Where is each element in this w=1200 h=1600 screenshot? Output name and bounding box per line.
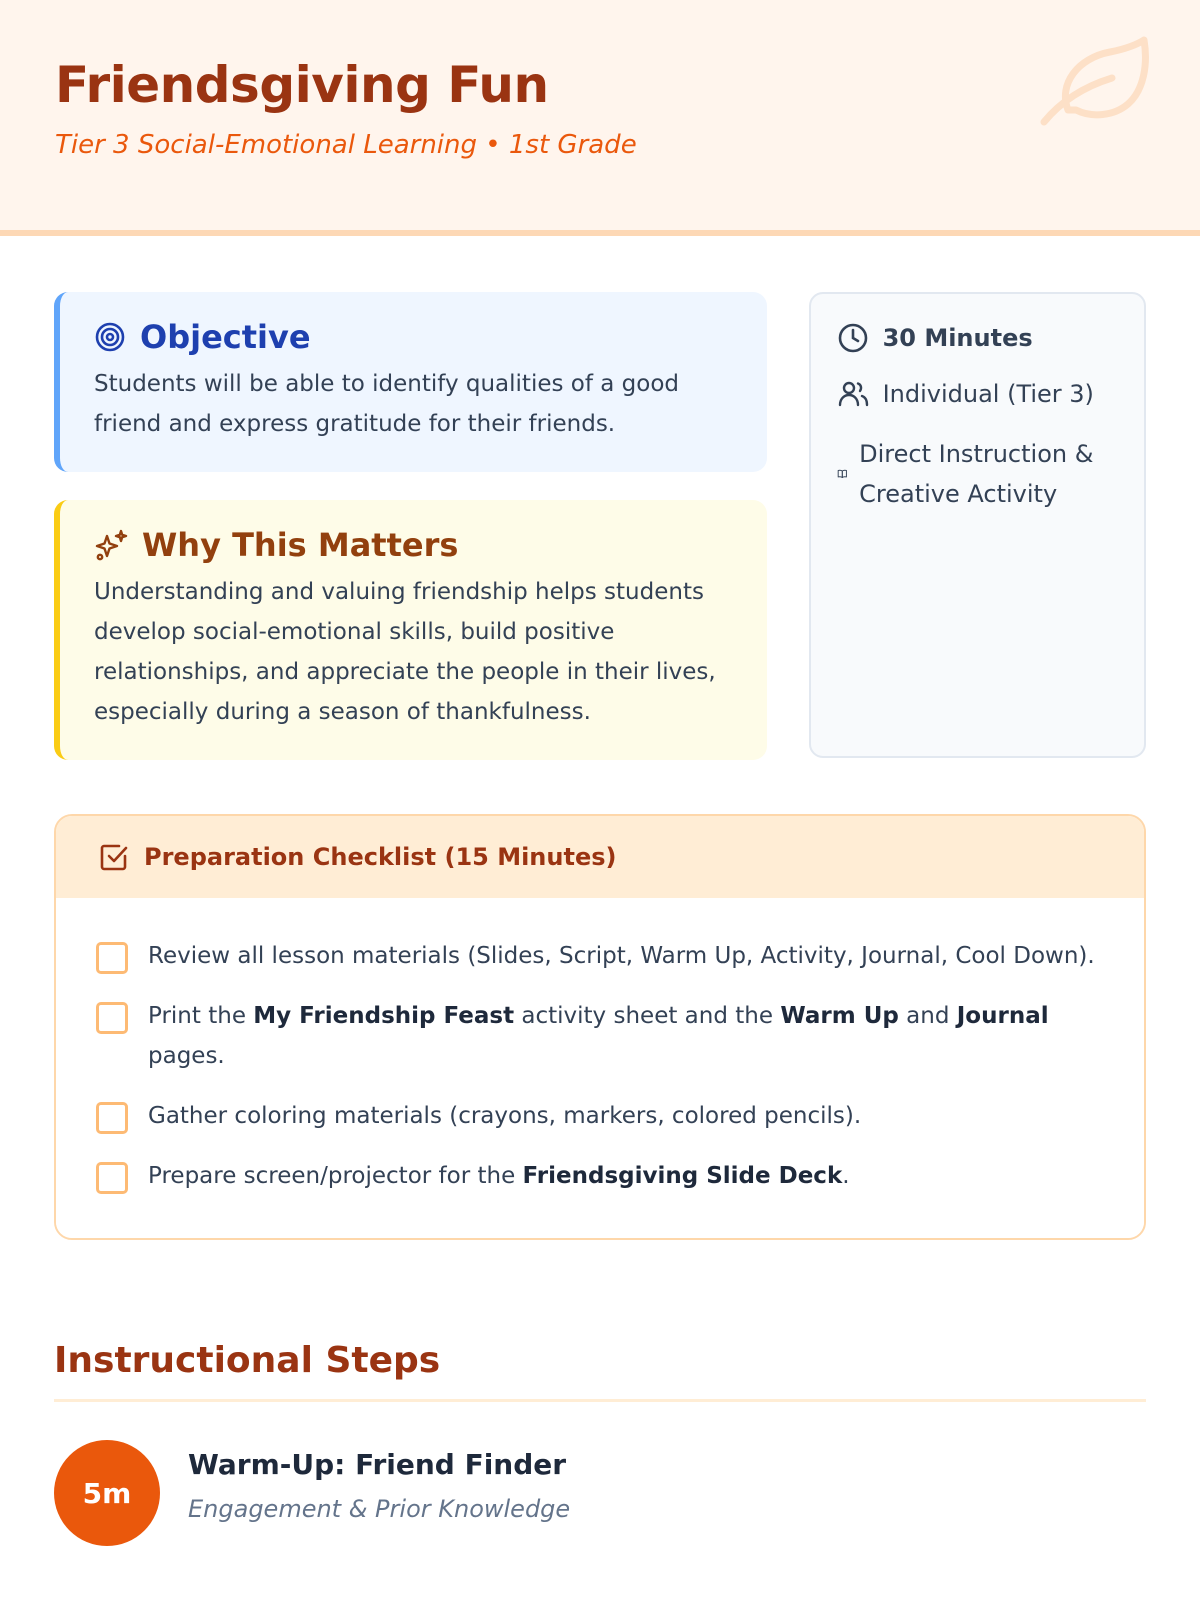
step-subtitle: Engagement & Prior Knowledge	[188, 1495, 571, 1523]
text-segment: and	[898, 1003, 957, 1029]
format-text: Direct Instruction & Creative Activity	[859, 440, 1094, 508]
target-icon	[94, 321, 126, 353]
bold-text: Warm Up	[780, 1003, 899, 1029]
bold-text: Friendsgiving Slide Deck	[522, 1163, 843, 1189]
users-icon	[837, 378, 869, 410]
text-segment: pages.	[148, 1043, 225, 1069]
bold-text: My Friendship Feast	[253, 1003, 515, 1029]
lesson-meta-panel	[809, 292, 1146, 758]
page-subtitle: Tier 3 Social-Emotional Learning • 1st Grade	[55, 130, 637, 160]
checklist-items	[56, 898, 1144, 1238]
why-heading	[94, 526, 737, 564]
checklist-header	[56, 816, 1144, 898]
checklist-item-text: Review all lesson materials (Slides, Script, Warm Up, Activity, Journal, Cool Down).	[148, 943, 1095, 969]
leaf-icon	[1038, 34, 1150, 128]
grouping-text: Individual (Tier 3)	[882, 380, 1094, 408]
checklist-checkbox[interactable]	[96, 1102, 128, 1134]
why-title: Why This Matters	[142, 526, 459, 564]
checklist-title: Preparation Checklist (15 Minutes)	[144, 843, 617, 871]
text-segment: Prepare screen/projector for the	[148, 1163, 523, 1189]
main-content	[0, 236, 1200, 1546]
why-text: Understanding and valuing friendship helps students develop social-emotional skills, build positive relationships, and appreciate the people in their lives, especially during a season of thankfulness.	[94, 579, 716, 725]
format-item	[837, 434, 1118, 514]
duration-item	[837, 322, 1118, 354]
objective-heading	[94, 318, 737, 356]
sparkles-icon	[94, 528, 128, 562]
step-duration-badge: 5m	[54, 1440, 160, 1546]
checklist-item	[96, 996, 1104, 1076]
overview-cards	[54, 292, 767, 760]
grouping-item	[837, 378, 1118, 410]
checklist-item	[96, 936, 1104, 976]
step-info	[188, 1440, 570, 1546]
overview-row	[54, 292, 1146, 760]
page-title: Friendsgiving Fun	[55, 56, 549, 114]
why-card	[54, 500, 767, 760]
steps-heading: Instructional Steps	[54, 1340, 1146, 1402]
preparation-checklist	[54, 814, 1146, 1240]
page-header	[0, 0, 1200, 236]
clock-icon	[837, 322, 869, 354]
text-segment: Print the	[148, 1003, 254, 1029]
objective-text: Students will be able to identify qualities of a good friend and express gratitude for their friends.	[94, 371, 680, 437]
checklist-item	[96, 1096, 1104, 1136]
checklist-item-text	[148, 996, 1104, 1076]
checklist-checkbox[interactable]	[96, 942, 128, 974]
bold-text: Journal	[956, 1003, 1049, 1029]
checklist-checkbox[interactable]	[96, 1002, 128, 1034]
objective-title: Objective	[140, 318, 311, 356]
checklist-item-text: Gather coloring materials (crayons, markers, colored pencils).	[148, 1103, 862, 1129]
text-segment: .	[842, 1163, 850, 1189]
objective-card	[54, 292, 767, 472]
check-square-icon	[98, 841, 130, 873]
checklist-checkbox[interactable]	[96, 1162, 128, 1194]
checklist-item	[96, 1156, 1104, 1196]
checklist-item-text	[148, 1156, 850, 1196]
duration-text: 30 Minutes	[882, 324, 1033, 352]
step-item	[54, 1440, 1146, 1546]
text-segment: activity sheet and the	[514, 1003, 781, 1029]
book-open-icon	[837, 465, 848, 483]
step-title: Warm-Up: Friend Finder	[188, 1448, 567, 1481]
